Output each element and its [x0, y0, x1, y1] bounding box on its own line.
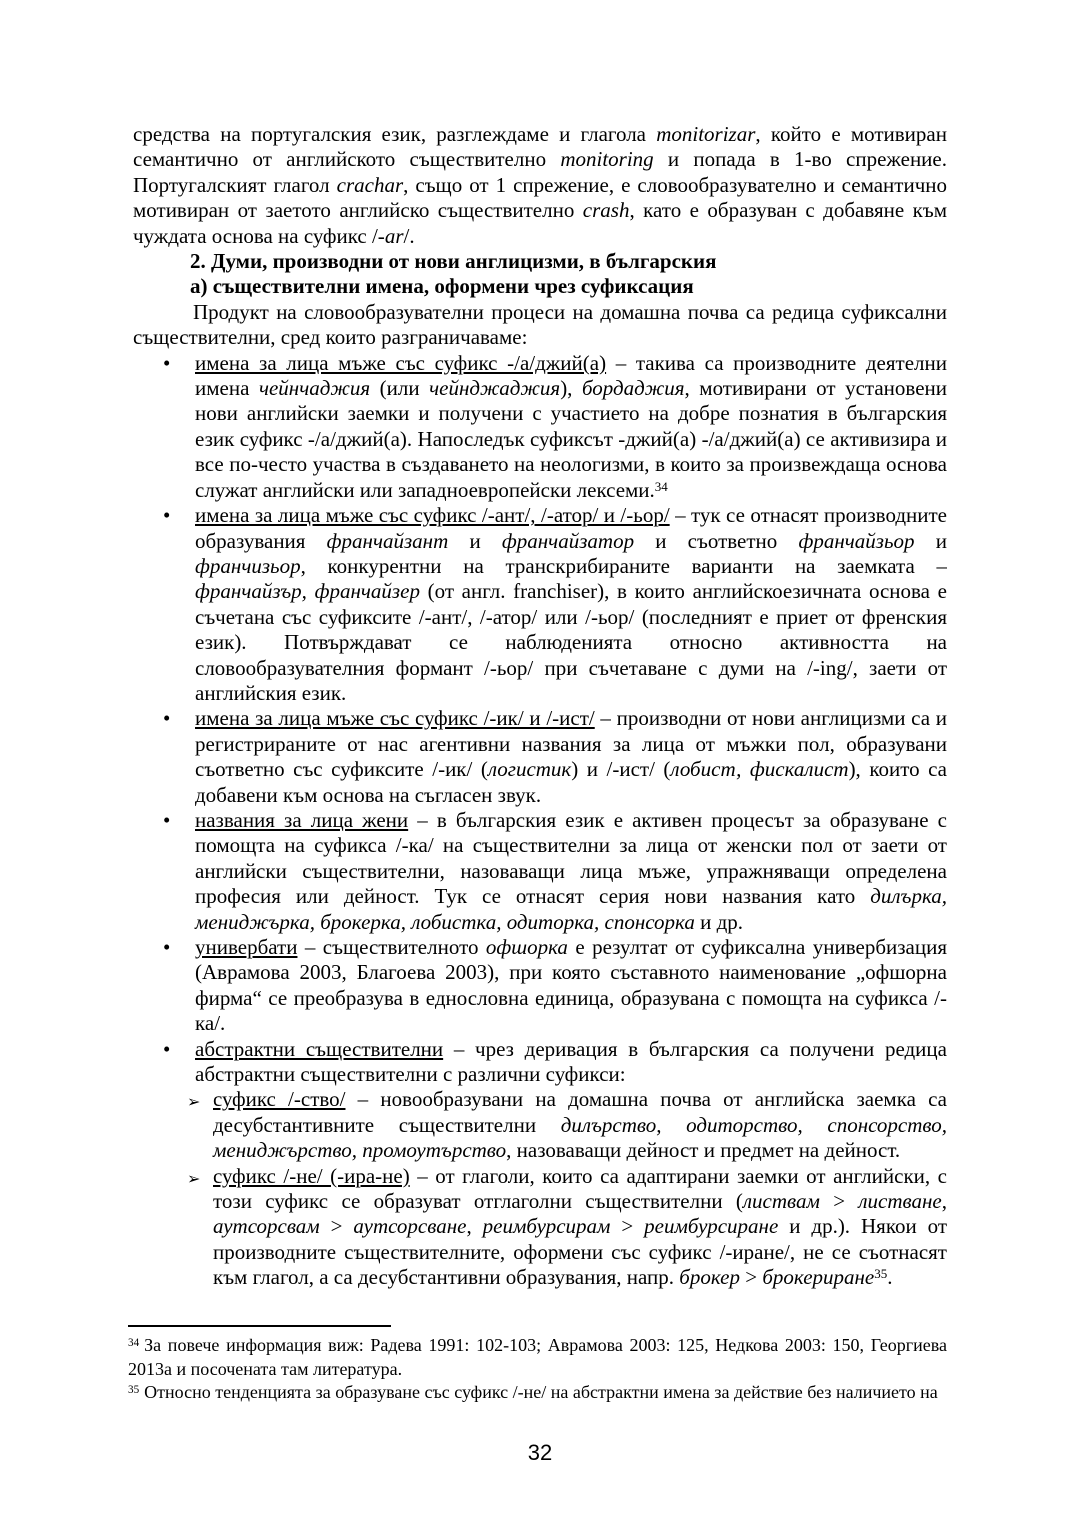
bullet-icon: • [163, 503, 171, 528]
footnote-35-marker: 35 [128, 1383, 140, 1396]
subsection-heading: а) съществителни имена, оформени чрез суфиксация [190, 274, 694, 299]
bullet-icon: • [163, 350, 171, 375]
footnote-separator [128, 1325, 391, 1327]
list-item-suffix-ant-ator-yor [133, 503, 947, 706]
footnote-35-text: Относно тенденцията за образуване със суфикс /-не/ на абстрактни имена за действие без наличието на [144, 1382, 938, 1402]
list-item-text: названия за лица жени – в българския език е активен процесът за образуване с помощта на суфикса /-ка/ на съществителни за лица от женски пол от заети от английски съществителни, назоваващи лица мъже, упражняващи определена професия или дейност. Тук се отнасят серия нови названия като дилърка, мениджърка, брокерка, лобистка, одиторка, спонсорка и др. [195, 807, 947, 934]
list-item-text: суфикс /-ство/ – новообразувани на домашна почва от английска заемка са десубстантивните съществителни дилърство, одиторство, спонсорство, мениджърство, промоутърство, назоваващи дейност и предмет на дейност. [213, 1087, 947, 1163]
page-number: 32 [527, 1440, 553, 1465]
section-heading: 2. Думи, производни от нови англицизми, в българския [190, 249, 717, 274]
lead-paragraph: Продукт на словообразувателни процеси на домашна почва са редица суфиксални съществителни, сред които разграничаваме: [133, 299, 947, 350]
list-item-text: имена за лица мъже със суфикс -/а/джий(а) – такива са производните деятелни имена чейнчаджия (или чейнджаджия), бордаджия, мотивирани от установени нови английски заемки и получени с участието на добре познатия в българския език суфикс -/а/джий(а). Напоследък суфиксът -джий(а) -/а/джий(а) се активизира и все по-често участва в създаването на неологизми, в които за произвеждаща основа служат английски или западноевропейски лексеми.$^{34}$ [195, 350, 947, 502]
list-item-univerbates [133, 935, 947, 1037]
sub-list-item-suffix-ne [133, 1164, 947, 1291]
footnote-34-text: За повече информация виж: Радева 1991: 102-103; Аврамова 2003: 125, Недкова 2003: 150, Георгиева 2013а и посочената там литература. [128, 1335, 947, 1379]
bullet-icon: • [163, 706, 171, 731]
list-item-text: суфикс /-не/ (-ира-не) – от глаголи, които са адаптирани заемки от английски, с този суфикс се образуват отглаголни съществителни (листвам > листване, аутсорсвам > аутсорсване, реимбурсирам > реимбурсиране и др.). Някои от производните съществителните, оформени със суфикс /-иране/, не се съотнасят към глагол, а са десубстантивни образувания, напр. брокер > брокериране$^{35}$. [213, 1163, 947, 1290]
bullet-icon: • [163, 807, 171, 832]
footnote-34 [128, 1334, 947, 1381]
arrow-bullet-icon: ➢ [187, 1168, 201, 1188]
bullet-icon: • [163, 1036, 171, 1061]
sub-list-item-suffix-stvo [133, 1087, 947, 1163]
page-body [133, 122, 947, 1320]
list-item-text: абстрактни съществителни – чрез деривация в българския са получени редица абстрактни съществителни с различни суфикси: [195, 1036, 947, 1087]
arrow-bullet-icon: ➢ [187, 1092, 201, 1112]
footnote-34-marker: 34 [128, 1336, 140, 1349]
intro-paragraph: средства на португалския език, разглеждаме и глагола monitorizar, който е мотивиран семантично от английското съществително monitoring и попада в 1-во спрежение. Португалският глагол crachar, също от 1 спрежение, е словообразувателно и семантично мотивиран от заетото английско съществително crash, като е образуван с добавяне към чуждата основа на суфикс /-ar/. [133, 122, 947, 248]
list-item-abstract-nouns [133, 1037, 947, 1088]
list-item-text: универбати – съществителното офшорка е резултат от суфиксална универбизация (Аврамова 2003, Благоева 2003), при която съставното наименование „офшорна фирма“ се преобразува в еднословна единица, образувана с помощта на суфикса /-ка/. [195, 935, 947, 1036]
list-item-text: имена за лица мъже със суфикс /-ант/, /-атор/ и /-ьор/ – тук се отнасят производните образувания франчайзант и франчайзатор и съответно франчайзьор и франчизьор, конкурентни на транскрибираните варианти на заемката – франчайзър, франчайзер (от англ. franchiser), в които английскоезичната основа е съчетана със суфиксите /-ант/, /-атор/ или /-ьор/ (последният е приет от френския език). Потвърждават се наблюденията относно активността на словообразувателния формант /-ьор/ при съчетаване с думи на /-ing/, заети от английския език. [195, 503, 947, 705]
bullet-list [133, 351, 947, 1291]
list-item-suffix-ik-ist [133, 706, 947, 808]
footnotes-section [128, 1325, 947, 1405]
list-item-female-names [133, 808, 947, 935]
list-item-text: имена за лица мъже със суфикс /-ик/ и /-ист/ – производни от нови англицизми са и регистрираните от нас агентивни названия за лица от мъжки пол, образувани съответно със суфиксите /-ик/ (логистик) и /-ист/ (лобист, фискалист), които са добавени към основа на съгласен звук. [195, 706, 947, 807]
bullet-icon: • [163, 935, 171, 959]
list-item-suffix-adzhiya [133, 351, 947, 503]
footnote-35 [128, 1381, 947, 1405]
